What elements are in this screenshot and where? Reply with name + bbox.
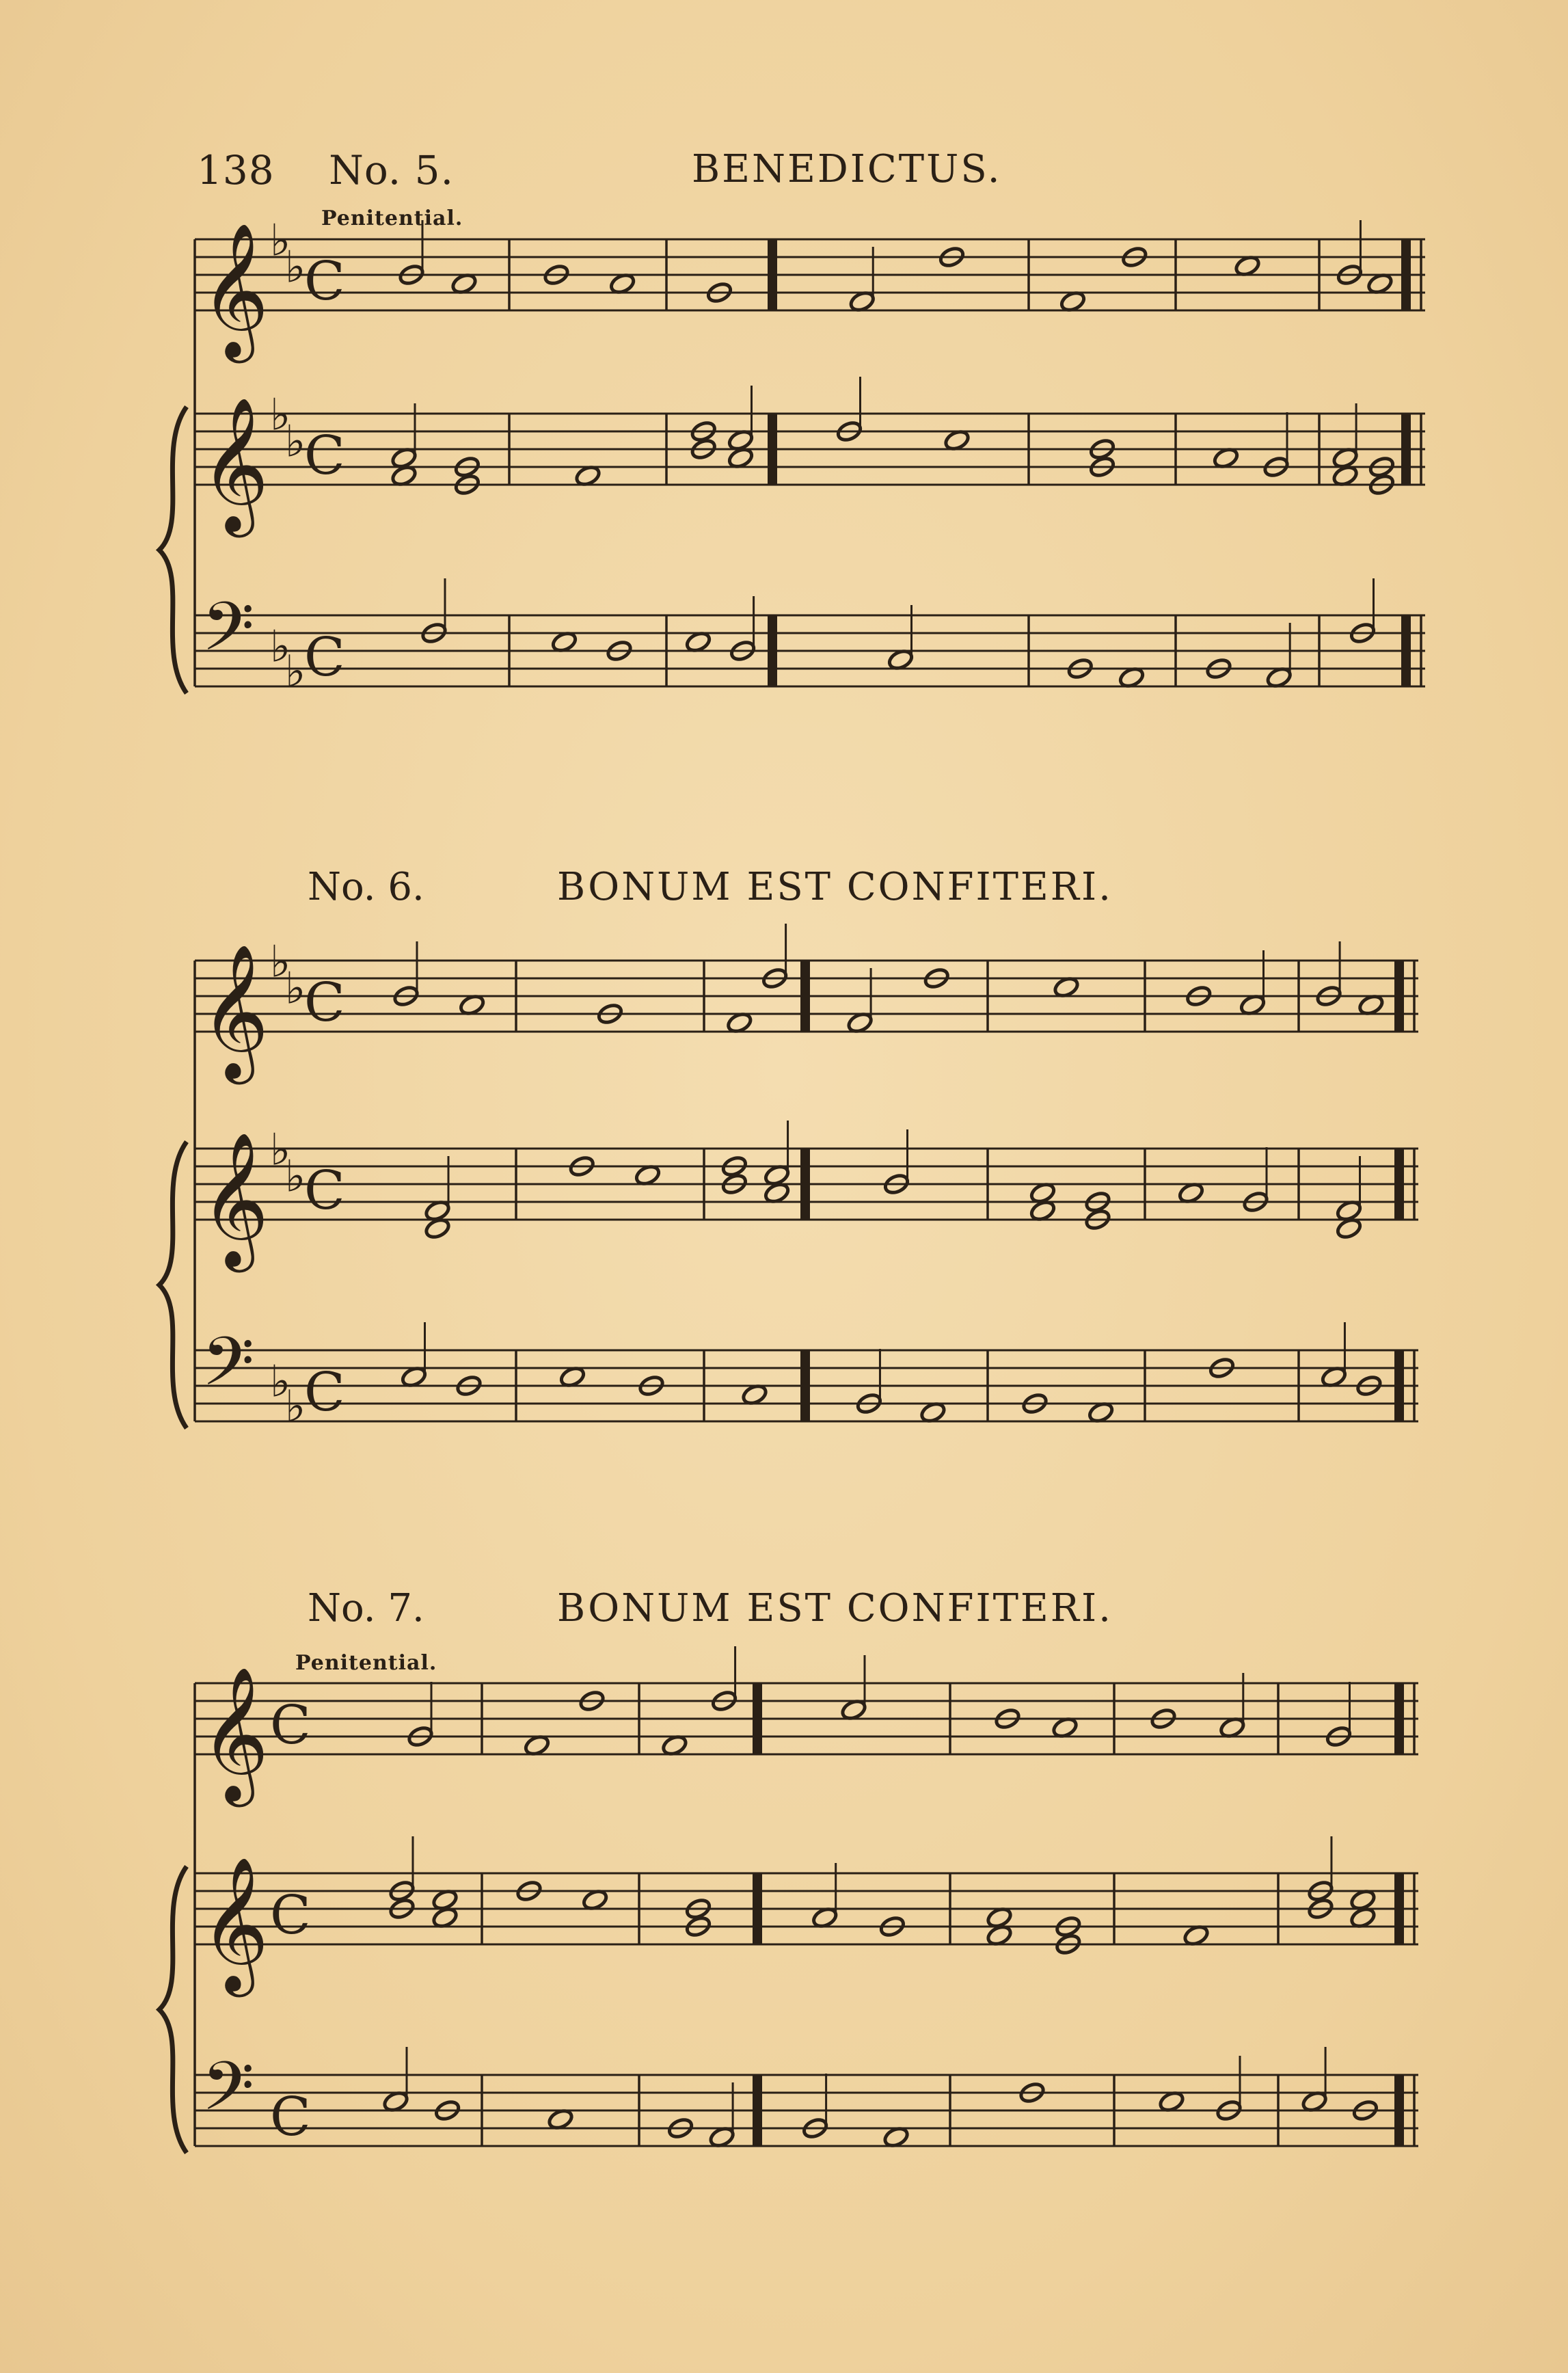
brace-icon bbox=[159, 1142, 187, 1428]
treble-clef-icon: 𝄞 bbox=[200, 397, 269, 532]
common-time-icon: C bbox=[304, 251, 345, 312]
brace-icon bbox=[159, 1866, 187, 2153]
common-time-icon: C bbox=[304, 1160, 345, 1222]
treble-clef-icon: 𝄞 bbox=[200, 1131, 269, 1267]
common-time-icon: C bbox=[270, 1695, 311, 1756]
flat-icon: ♭ bbox=[270, 390, 291, 441]
flat-icon: ♭ bbox=[270, 937, 291, 988]
flat-icon: ♭ bbox=[270, 1125, 291, 1176]
common-time-icon: C bbox=[270, 2087, 311, 2148]
piece-label: No. 6. bbox=[308, 865, 424, 909]
flat-icon: ♭ bbox=[270, 1356, 291, 1408]
treble-clef-icon: 𝄞 bbox=[200, 943, 269, 1079]
page-number: 138 bbox=[197, 147, 275, 193]
common-time-icon: C bbox=[304, 1362, 345, 1423]
piece-title: BONUM EST CONFITERI. bbox=[557, 865, 1113, 909]
flat-icon: ♭ bbox=[270, 215, 291, 267]
flat-icon: ♭ bbox=[285, 242, 306, 293]
brace-icon bbox=[159, 407, 187, 693]
flat-icon: ♭ bbox=[285, 963, 306, 1015]
flat-icon: ♭ bbox=[285, 1151, 306, 1203]
common-time-icon: C bbox=[304, 972, 345, 1034]
flat-icon: ♭ bbox=[285, 647, 306, 697]
bass-clef-icon: 𝄢 bbox=[202, 1323, 255, 1418]
piece-title: BONUM EST CONFITERI. bbox=[557, 1586, 1113, 1631]
flat-icon: ♭ bbox=[285, 416, 306, 468]
tempo-marking: Penitential. bbox=[321, 206, 463, 230]
flat-icon: ♭ bbox=[270, 621, 291, 673]
tempo-marking: Penitential. bbox=[295, 1651, 437, 1675]
bass-clef-icon: 𝄢 bbox=[202, 2048, 255, 2143]
common-time-icon: C bbox=[304, 425, 345, 487]
piece-title: BENEDICTUS. bbox=[692, 147, 1002, 191]
bass-clef-icon: 𝄢 bbox=[202, 588, 255, 683]
treble-clef-icon: 𝄞 bbox=[200, 222, 269, 358]
treble-clef-icon: 𝄞 bbox=[200, 1666, 269, 1801]
flat-icon: ♭ bbox=[285, 1382, 306, 1432]
common-time-icon: C bbox=[304, 627, 345, 688]
treble-clef-icon: 𝄞 bbox=[200, 1856, 269, 1992]
piece-label: No. 5. bbox=[329, 147, 455, 193]
piece-label: No. 7. bbox=[308, 1586, 424, 1631]
common-time-icon: C bbox=[270, 1885, 311, 1946]
